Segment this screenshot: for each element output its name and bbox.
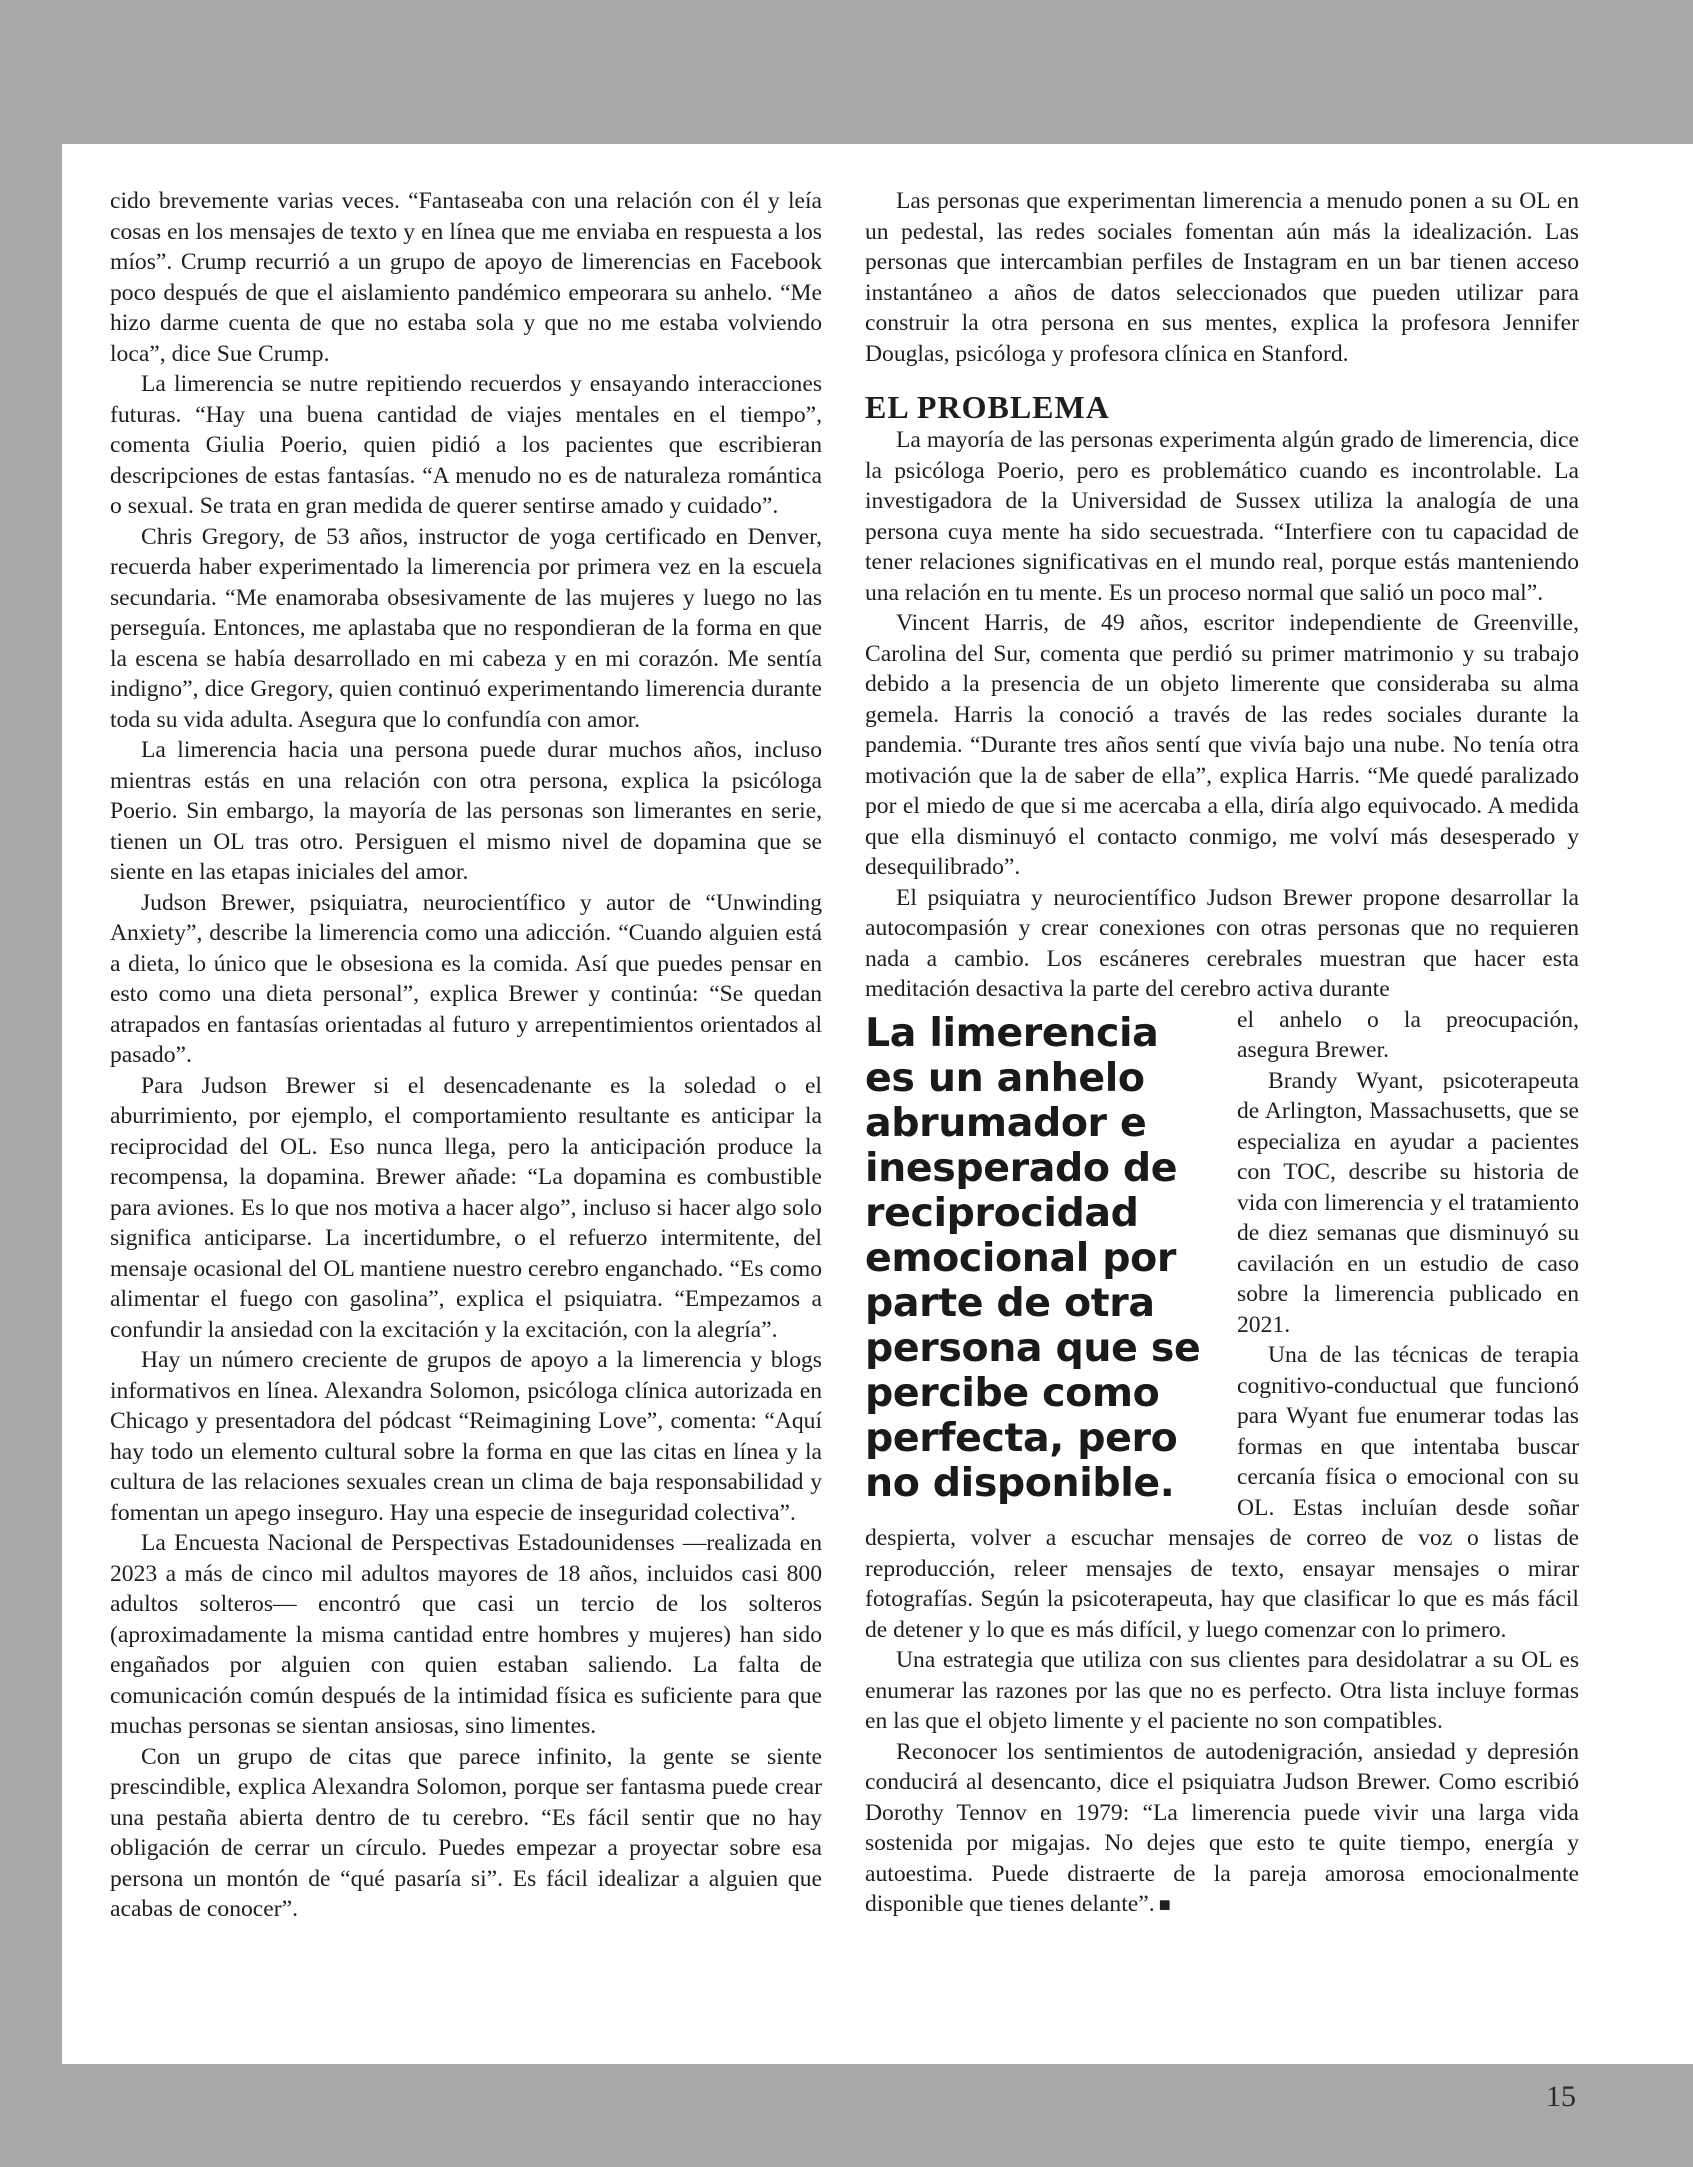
body-paragraph: Con un grupo de citas que parece infinito, la gente se siente prescindible, explica Alexandra Solomon, porque ser fantasma puede crear una pestaña abierta dentro de tu cerebro. “Es fácil sentir que no hay obligación de cerrar un círculo. Puedes empezar a proyectar sobre esa persona un montón de “qué pasaría si”. Es fácil idealizar a alguien que acabas de conocer”. [110,1743,822,1922]
body-paragraph: Judson Brewer, psiquiatra, neurocientífico y autor de “Unwinding Anxiety”, describe la limerencia como una adicción. “Cuando alguien está a dieta, lo único que le obsesiona es la comida. Así que puedes pensar en esto como una dieta personal”, explica Brewer y continúa: “Se quedan atrapados en fantasías orientadas al futuro y arrepentimientos orientados al pasado”. [110,889,822,1068]
final-paragraph [865,1737,1579,1921]
body-paragraph: Chris Gregory, de 53 años, instructor de yoga certificado en Denver, recuerda haber experimentado la limerencia por primera vez en la escuela secundaria. “Me enamoraba obsesivamente de las mujeres y luego no las perseguía. Entonces, me aplastaba que no respondieran de la forma en que la escena se había desarrollado en mi cabeza y en mi corazón. Me sentía indigno”, dice Gregory, quien continuó experimentando limerencia durante toda su vida adulta. Asegura que lo confundía con amor. [110,523,822,733]
body-paragraph: Hay un número creciente de grupos de apoyo a la limerencia y blogs informativos en línea. Alexandra Solomon, psicóloga clínica autorizada en Chicago y presentadora del pódcast “Reimagining Love”, comenta: “Aquí hay todo un elemento cultural sobre la forma en que las citas en línea y la cultura de las relaciones sexuales crean un clima de baja responsabilidad y fomentan un apego inseguro. Hay una especie de inseguridad colectiva”. [110,1347,822,1526]
body-paragraph: La mayoría de las personas experimenta algún grado de limerencia, dice la psicóloga Poerio, pero es problemático cuando es incontrolable. La investigadora de la Universidad de Sussex utiliza la analogía de una persona cuya mente ha sido secuestrada. “Interfiere con tu capacidad de tener relaciones significativas en el mundo real, porque estás manteniendo una relación en tu mente. Es un proceso normal que salió un poco mal”. [865,427,1579,606]
body-paragraph: El psiquiatra y neurocientífico Judson Brewer propone desarrollar la autocompasión y crear conexiones con otras personas que no requieren nada a cambio. Los escáneres cerebrales muestran que hacer esta meditación desactiva la parte del cerebro activa durante [865,884,1579,1002]
body-paragraph: La limerencia hacia una persona puede durar muchos años, incluso mientras estás en una relación con otra persona, explica la psicóloga Poerio. Sin embargo, la mayoría de las personas son limerantes en serie, tienen un OL tras otro. Persiguen el mismo nivel de dopamina que se siente en las etapas iniciales del amor. [110,737,822,885]
body-paragraph: Una de las técnicas de terapia cognitivo-conductual que funcionó para Wyant fue enumerar todas las formas en que intentaba buscar cercanía física o emocional con su OL. Estas incluían desde soñar despierta, volver a escuchar mensajes de correo de voz o listas de reproducción, releer mensajes de texto, ensayar mensajes o mirar fotografías. Según la psicoterapeuta, hay que clasificar lo que es más fácil de detener y lo que es más difícil, y luego comenzar con lo primero. [865,1342,1579,1643]
page-number: 15 [1546,2080,1576,2113]
body-paragraph: La Encuesta Nacional de Perspectivas Estadounidenses —realizada en 2023 a más de cinco mil adultos mayores de 18 años, incluidos casi 800 adultos solteros— encontró que casi un tercio de los solteros (aproximadamente la misma cantidad entre hombres y mujeres) han sido engañados por alguien con quien estaban saliendo. La falta de comunicación común después de la intimidad física es suficiente para que muchas personas se sientan ansiosas, sino limentes. [110,1530,822,1739]
end-mark-icon: ■ [1158,1894,1171,1916]
body-paragraph: Una estrategia que utiliza con sus clientes para desidolatrar a su OL es enumerar las razones por las que no es perfecto. Otra lista incluye formas en las que el objeto limente y el paciente no son compatibles. [865,1647,1579,1734]
pull-quote: La limerencia es un anhelo abrumador e inesperado de reciprocidad emocional por parte de otra persona que se percibe como perfecta, pero no disponible. [865,1009,1201,1506]
body-paragraph: Para Judson Brewer si el desencadenante es la soledad o el aburrimiento, por ejemplo, el comportamiento resultante es anticipar la reciprocidad del OL. Eso nunca llega, pero la anticipación produce la recompensa, la dopamina. Brewer añade: “La dopamina es combustible para aviones. Es lo que nos motiva a hacer algo”, incluso si hacer algo solo significa anticiparse. La incertidumbre, o el refuerzo intermitente, del mensaje ocasional del OL mantiene nuestro cerebro enganchado. “Es como alimentar el fuego con gasolina”, explica el psiquiatra. “Empezamos a confundir la ansiedad con la excitación y la excitación, con la alegría”. [110,1072,822,1343]
magazine-page [62,144,1693,2064]
body-paragraph-continuation: el anhelo o la preocupación, asegura Brewer. [1237,1006,1579,1063]
right-column [865,186,1579,1921]
body-paragraph: Vincent Harris, de 49 años, escritor independiente de Greenville, Carolina del Sur, comenta que perdió su primer matrimonio y su trabajo debido a la presencia de un objeto limerente que consideraba su alma gemela. Harris la conoció a través de las redes sociales durante la pandemia. “Durante tres años sentí que vivía bajo una nube. No tenía otra motivación que la de saber de ella”, explica Harris. “Me quedé paralizado por el miedo de que si me acercaba a ella, diría algo equivocado. A medida que ella disminuyó el contacto conmigo, me volví más desesperado y desequilibrado”. [865,610,1579,880]
section-heading: EL PROBLEMA [865,389,1110,425]
final-paragraph-text: Reconocer los sentimientos de autodenigración, ansiedad y depresión conducirá al desencanto, dice el psiquiatra Judson Brewer. Como escribió Dorothy Tennov en 1979: “La limerencia puede vivir una larga vida sostenida por migajas. No dejes que esto te quite tiempo, energía y autoestima. Puede distraerte de la pareja amorosa emocionalmente disponible que tienes delante”. [865,1738,1579,1917]
body-paragraph: Las personas que experimentan limerencia a menudo ponen a su OL en un pedestal, las redes sociales fomentan aún más la idealización. Las personas que intercambian perfiles de Instagram en un bar tienen acceso instantáneo a años de datos seleccionados que pueden utilizar para construir la otra persona en sus mentes, explica la profesora Jennifer Douglas, psicóloga y profesora clínica en Stanford. [865,188,1579,367]
body-paragraph: La limerencia se nutre repitiendo recuerdos y ensayando interacciones futuras. “Hay una buena cantidad de viajes mentales en el tiempo”, comenta Giulia Poerio, quien pidió a los pacientes que escribieran descripciones de estas fantasías. “A menudo no es de naturaleza romántica o sexual. Se trata en gran medida de querer sentirse amado y cuidado”. [110,371,822,519]
body-paragraph: Brandy Wyant, psicoterapeuta de Arlington, Massachusetts, que se especializa en ayudar a pacientes con TOC, describe su historia de vida con limerencia y el tratamiento de diez semanas que disminuyó su cavilación en un estudio de caso sobre la limerencia publicado en 2021. [1237,1067,1579,1338]
body-paragraph: cido brevemente varias veces. “Fantaseaba con una relación con él y leía cosas en los mensajes de texto y en línea que me enviaba en respuesta a los míos”. Crump recurrió a un grupo de apoyo de limerencias en Facebook poco después de que el aislamiento pandémico empeorara su anhelo. “Me hizo darme cuenta de que no estaba sola y que no me estaba volviendo loca”, dice Sue Crump. [110,188,822,367]
left-column [110,186,822,1925]
